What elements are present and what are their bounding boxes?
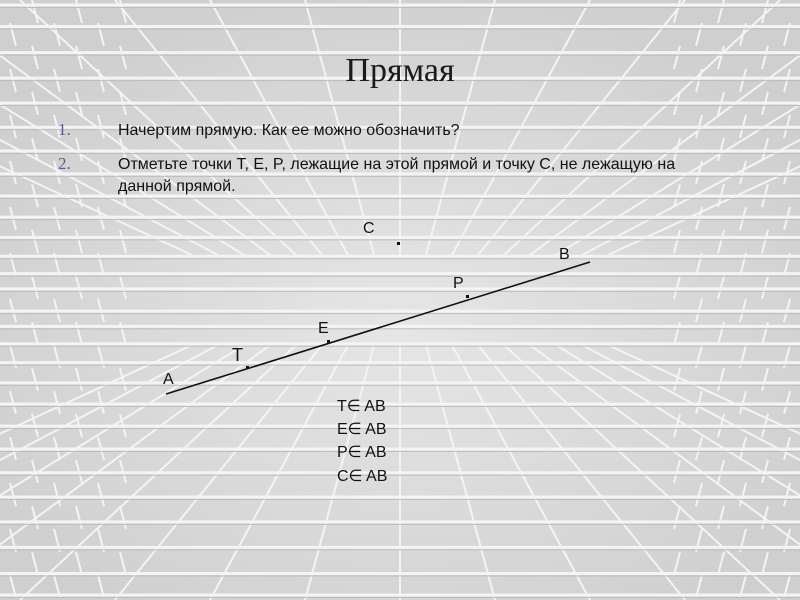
list-item-number: 1. [58, 120, 71, 139]
point-t-mark [246, 366, 249, 369]
point-p-label: P [453, 275, 464, 292]
relation-t: T∈ AB [337, 398, 386, 415]
point-c-mark [397, 242, 400, 245]
point-e-mark [327, 340, 330, 343]
list-item-text: Отметьте точки T, E, P, лежащие на этой прямой и точку C, не лежащую на данной прямой. [118, 156, 676, 195]
list-item-number: 2. [58, 154, 71, 173]
point-a-label: A [163, 371, 174, 388]
line-ab [166, 262, 590, 394]
relation-e: E∈ AB [337, 421, 387, 438]
point-b-label: B [559, 246, 570, 263]
point-t-label: T [232, 345, 243, 365]
relation-p: P∈ AB [337, 444, 387, 461]
relation-c: C∈ AB [337, 468, 388, 485]
list-item-text: Начертим прямую. Как ее можно обозначить? [118, 122, 460, 139]
point-e-label: E [318, 320, 329, 337]
point-c-label: C [363, 220, 375, 237]
slide-title: Прямая [345, 52, 455, 89]
point-p-mark [466, 295, 469, 298]
